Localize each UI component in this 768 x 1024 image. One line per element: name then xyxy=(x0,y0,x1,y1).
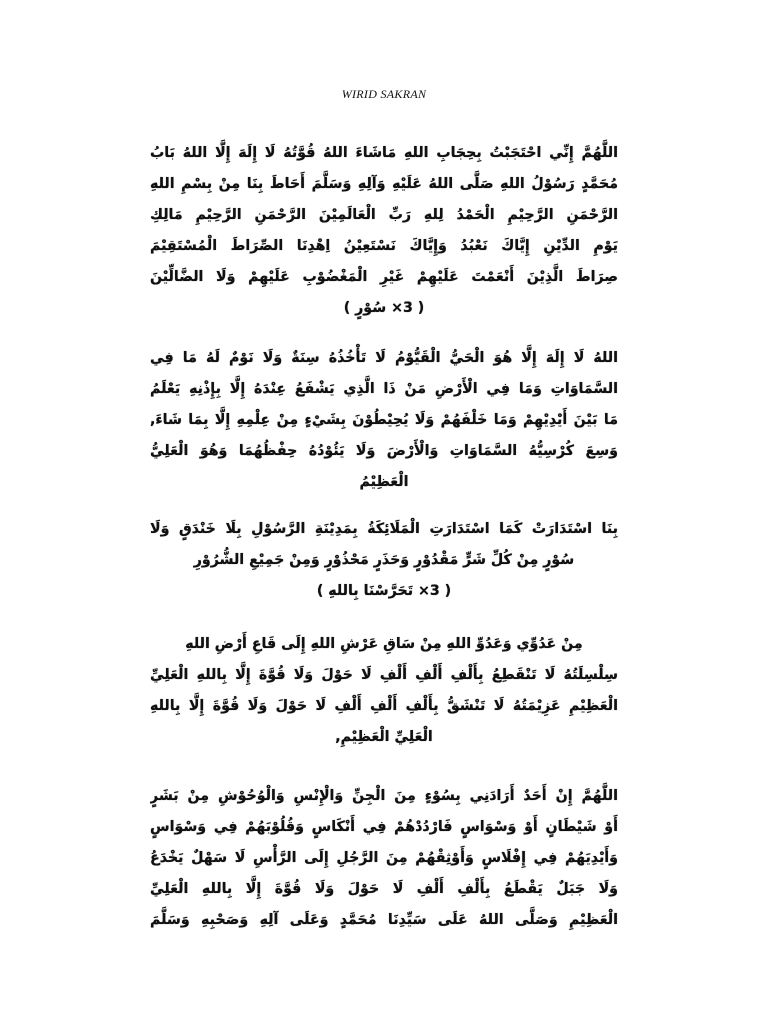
stanza-protection xyxy=(150,514,618,607)
document-title: WIRID SAKRAN xyxy=(341,87,427,101)
verse-line: الْعَظِيْمُ xyxy=(359,474,409,490)
verse-line: الرَّحْمَنِ الرَّحِيْمِ الْحَمْدُ لِلهِ رَبِّ الْعَالَمِيْنَ الرَّحْمَنِ الرَّحِيْمِ مَالِكِ xyxy=(150,207,618,223)
stanza-opening-prayer xyxy=(150,138,618,324)
stanza-closing-prayer xyxy=(150,781,618,936)
verse-line: وَأَيْدِيَهُمْ فِي إِفْلَاسٍ وَأَوْثِقْهُمْ مِنَ الرَّجُلِ إِلَى الرَّأْسِ لَا سَهْلٌ يَخْدَعُ xyxy=(150,850,618,866)
verse-line: الْعَظِيْمِ وَصَلَّى اللهُ عَلَى سَيِّدِنَا مُحَمَّدٍ وَعَلَى آلِهِ وَصَحْبِهِ وَسَلَّمَ xyxy=(150,912,618,928)
verse-line: مِنْ عَدُوِّي وَعَدُوِّ اللهِ مِنْ سَاقِ عَرْشِ اللهِ إِلَى قَاعِ أَرْضِ اللهِ xyxy=(185,636,583,652)
verse-line: اللهُ لَا إِلَهَ إِلَّا هُوَ الْحَيُّ الْقَيُّوْمُ لَا تَأْخُذُهُ سِنَةٌ وَلَا نَوْمٌ لَهُ مَا فِي xyxy=(150,350,618,366)
verse-line: اللَّهُمَّ إِنْ أَحَدٌ أَرَادَنِي بِسُوْءٍ مِنَ الْجِنِّ وَالْإِنْسِ وَالْوُحُوْشِ مِنْ بَشَرٍ xyxy=(150,788,618,804)
repeat-note: ( 3× تَحَرَّسْنَا بِاللهِ ) xyxy=(316,583,452,599)
verse-line: أَوْ شَيْطَانٍ أَوْ وَسْوَاسٍ فَارْدُدْهُمْ فِي أَنْكَاسٍ وَقُلُوْبَهُمْ فِي وَسْوَاسٍ xyxy=(150,819,618,835)
verse-line: يَوْمِ الدِّيْنِ إِيَّاكَ نَعْبُدُ وَإِيَّاكَ نَسْتَعِيْنُ اِهْدِنَا الصِّرَاطَ الْمُسْتَقِيْمَ xyxy=(150,238,618,254)
verse-line: السَّمَاوَاتِ وَمَا فِي الْأَرْضِ مَنْ ذَا الَّذِي يَشْفَعُ عِنْدَهُ إِلَّا بِإِذْنِهِ يَعْلَمُ xyxy=(150,381,618,397)
verse-line: سِلْسِلَتُهُ لَا تَنْقَطِعُ بِأَلْفِ أَلْفِ أَلْفِ لَا حَوْلَ وَلَا قُوَّةَ إِلَّا بِاللهِ الْعَلِيِّ xyxy=(150,667,618,683)
verse-line: مَا بَيْنَ أَيْدِيْهِمْ وَمَا خَلْفَهُمْ وَلَا يُحِيْطُوْنَ بِشَيْءٍ مِنْ عِلْمِهِ إِلَّا بِمَا شَاءَ, xyxy=(150,412,618,428)
stanza-ayat-kursi xyxy=(150,343,618,498)
verse-line: اللَّهُمَّ إِنِّي احْتَجَبْتُ بِحِجَابِ اللهِ مَاشَاءَ اللهُ قُوَّتُهُ لَا إِلَهَ إِلَّا اللهُ بَابُ xyxy=(150,145,618,161)
verse-line: وَسِعَ كُرْسِيُّهُ السَّمَاوَاتِ وَالْأَرْضَ وَلَا يَئُوْدُهُ حِفْظُهُمَا وَهُوَ الْعَلِيُّ xyxy=(150,443,618,459)
verse-line: وَلَا جَبَلٌ يَقْطَعُ بِأَلْفِ أَلْفِ لَا حَوْلَ وَلَا قُوَّةَ إِلَّا بِاللهِ الْعَلِيِّ xyxy=(150,881,618,897)
verse-line: بِنَا اسْتَدَارَتْ كَمَا اسْتَدَارَتِ الْمَلَائِكَةُ بِمَدِيْنَةِ الرَّسُوْلِ بِلَا خَنْدَقٍ وَلَا xyxy=(150,521,618,537)
repeat-note: ( 3× سُوْرٍ ) xyxy=(343,300,425,316)
verse-line: مُحَمَّدٍ رَسُوْلُ اللهِ صَلَّى اللهُ عَلَيْهِ وَآلِهِ وَسَلَّمَ أَحَاطَ بِنَا مِنْ بِسْمِ اللهِ xyxy=(150,176,618,192)
verse-line: الْعَلِيِّ الْعَظِيْمِ, xyxy=(335,729,433,745)
verse-line: سُوْرٍ مِنْ كُلِّ شَرٍّ مَقْدُوْرٍ وَحَذَرٍ مَحْذُوْرٍ وَمِنْ جَمِيْعِ الشُّرُوْرِ xyxy=(193,552,575,568)
verse-line: صِرَاطَ الَّذِيْنَ أَنْعَمْتَ عَلَيْهِمْ غَيْرِ الْمَغْضُوْبِ عَلَيْهِمْ وَلَا الضَّالِّيْنَ xyxy=(150,269,618,285)
stanza-chain xyxy=(150,629,618,753)
verse-line: الْعَظِيْمِ عَزِيْمَتُهُ لَا تَنْشَقُّ بِأَلْفِ أَلْفِ أَلْفِ لَا حَوْلَ وَلَا قُوَّةَ إِلَّا بِاللهِ xyxy=(150,698,618,714)
